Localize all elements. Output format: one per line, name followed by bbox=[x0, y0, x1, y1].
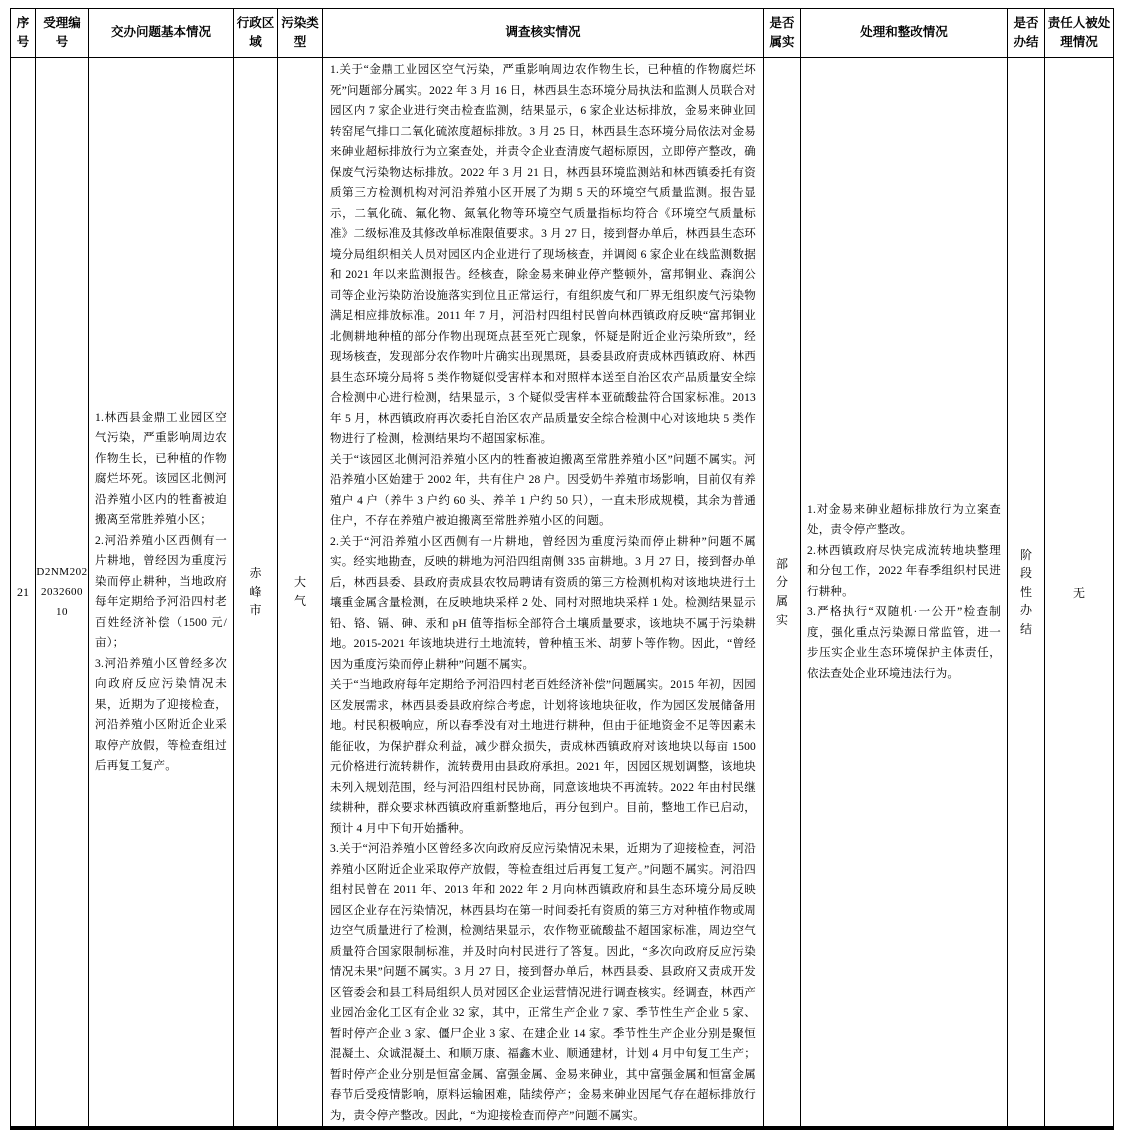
handling-paragraph: 2.林西镇政府尽快完成流转地块整理和分包工作，2022 年春季组织村民进行耕种。 bbox=[807, 544, 1001, 598]
col-header-problem-basic-info: 交办问题基本情况 bbox=[89, 9, 234, 58]
cell-verified bbox=[764, 58, 801, 1129]
table-row bbox=[11, 58, 1114, 1129]
investigation-paragraph: 2.关于“河沿养殖小区西侧有一片耕地，曾经因为重度污染而停止耕种”问题不属实。经实地勘查，反映的耕地为河沿四组南侧 335 亩耕地。3 月 27 日，接到督办单后，林西县委、县政府责成县农牧局聘请有资质的第三方检测机构对该地块进行土壤重金属含量检测，在反映地块采样 2 处、同村对照地块采样 1 处。检测结果显示铅、铬、镉、砷、汞和 pH 值等指标全部符合土壤质量要求，该地块不属于污染耕地。2015-2021 年该地块进行土地流转，曾种植玉米、胡萝卜等作物。因此，“曾经因为重度污染而停止耕种”问题不属实。 bbox=[330, 535, 756, 671]
col-header-acceptance-number: 受理编号 bbox=[36, 9, 89, 58]
col-header-pollution-type: 污染类型 bbox=[278, 9, 323, 58]
col-header-administrative-region: 行政区域 bbox=[234, 9, 278, 58]
problem-paragraph: 3.河沿养殖小区曾经多次向政府反应污染情况未果，近期为了迎接检查，河沿养殖小区附近企业采取停产放假，等检查组过后再复工复产。 bbox=[95, 657, 227, 772]
cell-investigation bbox=[323, 58, 764, 1129]
investigation-paragraph: 关于“当地政府每年定期给予河沿四村老百姓经济补偿”问题属实。2015 年初，因园区发展需求，林西县委县政府综合考虑，计划将该地块征收，作为园区发展储备用地。村民积极响应，所以春季没有对土地进行耕种，但由于征地资金不足等因素未能征收，为保护群众利益，减少群众损失，责成林西镇政府对该地块以每亩 1500 元价格进行流转耕作，流转费用由县政府承担。2021 年，因园区规划调整，该地块未列入规划范围，经与河沿四组村民协商，同意该地块不再流转。2022 年由村民继续耕种，群众要求林西镇政府重新整地后，再分包到户。目前，整地工作已启动，预计 4 月中下旬开始播种。 bbox=[330, 679, 756, 835]
acceptance-number-line: 10 bbox=[56, 606, 68, 618]
cell-serial-number: 21 bbox=[11, 58, 36, 1129]
cell-acceptance-number bbox=[36, 58, 89, 1129]
investigation-paragraph: 关于“该园区北侧河沿养殖小区内的牲畜被迫搬离至常胜养殖小区”问题不属实。河沿养殖小区始建于 2002 年，共有住户 28 户。因受奶牛养殖市场影响，目前仅有养殖户 4 户（养牛 3 户约 60 头、养羊 1 户约 50 只），一直未形成规模，其余为普通住户，不存在养殖户被迫搬离至常胜养殖小区的问题。 bbox=[330, 453, 756, 527]
cell-problem-basic-info bbox=[89, 58, 234, 1129]
cell-handling-rectification bbox=[801, 58, 1008, 1129]
acceptance-number-line: 2032600 bbox=[41, 586, 83, 598]
col-header-case-closed: 是否办结 bbox=[1008, 9, 1045, 58]
investigation-paragraph: 3.关于“河沿养殖小区曾经多次向政府反应污染情况未果，近期为了迎接检查，河沿养殖小区附近企业采取停产放假，等检查组过后再复工复产。”问题不属实。河沿四组村民曾在 2011 年、2013 年和 2022 年 2 月向林西镇政府和县生态环境分局反映园区企业存在污染情况，林西县均在第一时间委托有资质的第三方对种植作物或周边空气质量进行了检测，检测结果显示，农作物亚硫酸盐不超国家标准，周边空气质量符合国家限制标准，并及时向村民进行了答复。因此，“多次向政府反应污染情况未果”问题不属实。3 月 27 日，接到督办单后，林西县委、县政府又责成开发区管委会和县工科局组织人员对园区企业运营情况进行调查核实。经调查，林西产业园冶金化工区有企业 32 家，其中，正常生产企业 7 家、季节性生产企业 5 家、暂时停产企业 3 家、僵尸企业 3 家、在建企业 14 家。季节性生产企业分别是聚恒混凝土、众诚混凝土、和顺万康、福鑫木业、顺通建材，计划 4 月中旬复工生产；暂时停产企业分别是恒富金属、富强金属、金易来砷业，其中富强金属和恒富金属春节后受疫情影响，原料运输困难，陆续停产；金易来砷业因尾气存在超标排放行为，责令停产整改。因此，“为迎接检查而停产”问题不属实。 bbox=[330, 843, 756, 1122]
col-header-investigation: 调查核实情况 bbox=[323, 9, 764, 58]
col-header-serial-number: 序号 bbox=[11, 9, 36, 58]
investigation-paragraph: 1.关于“金鼎工业园区空气污染，严重影响周边农作物生长，已种植的作物腐烂坏死”问题部分属实。2022 年 3 月 16 日，林西县生态环境分局执法和监测人员联合对园区内 7 家企业进行突击检查监测，结果显示，6 家企业达标排放，金易来砷业回转窑尾气排口二氧化硫浓度超标排放。3 月 25 日，林西县生态环境分局依法对金易来砷业超标排放行为立案查处，并责令企业查清废气超标原因，立即停产整改，确保废气污染物达标排放。2022 年 3 月 21 日，林西县环境监测站和林西镇委托有资质第三方检测机构对河沿养殖小区开展了为期 5 天的环境空气质量监测。报告显示，二氧化硫、氟化物、氮氧化物等环境空气质量指标均符合《环境空气质量标准》二级标准及其修改单标准限值要求。3 月 27 日，接到督办单后，林西县生态环境分局组织相关人员对园区内企业进行了现场核查，并调阅 6 家企业在线监测数据和 2021 年以来监测报告。经核查，除金易来砷业停产整顿外，富邦铜业、森润公司等企业污染防治设施落实到位且正常运行，有组织废气和厂界无组织废气污染物满足相应排放标准。2011 年 7 月，河沿村四组村民曾向林西镇政府反映“富邦铜业北侧耕地种植的部分作物出现斑点甚至死亡现象，怀疑是附近企业污染所致”，经现场核查，发现部分农作物叶片确实出现黑斑，县委县政府责成林西镇政府、林西县生态环境分局将 5 类作物疑似受害样本和对照样本送至自治区农产品质量安全综合检测中心进行检测，结果显示，3 个疑似受害样本亚硫酸盐符合国家标准。2013 年 5 月，林西镇政府再次委托自治区农产品质量安全综合检测中心对该地块 5 类作物进行了检测，检测结果均不超国家标准。 bbox=[330, 64, 756, 445]
complaint-report-table bbox=[10, 8, 1114, 1130]
verified-vertical-text: 部分属实 bbox=[775, 556, 788, 627]
problem-paragraph: 1.林西县金鼎工业园区空气污染，严重影响周边农作物生长，已种植的作物腐烂坏死。该园区北侧河沿养殖小区内的牲畜被迫搬离至常胜养殖小区； bbox=[95, 411, 227, 526]
cell-pollution-type bbox=[278, 58, 323, 1129]
cell-responsible-person: 无 bbox=[1045, 58, 1114, 1129]
header-row bbox=[11, 9, 1114, 58]
cell-administrative-region bbox=[234, 58, 278, 1129]
case-closed-vertical-text: 阶段性办结 bbox=[1019, 547, 1032, 636]
problem-paragraph: 2.河沿养殖小区西侧有一片耕地，曾经因为重度污染而停止耕种，当地政府每年定期给予河沿四村老百姓经济补偿（1500 元/亩）； bbox=[95, 534, 227, 649]
cell-case-closed bbox=[1008, 58, 1045, 1129]
pollution-type-vertical-text: 大气 bbox=[293, 575, 306, 608]
handling-paragraph: 1.对金易来砷业超标排放行为立案查处，责令停产整改。 bbox=[807, 503, 1001, 537]
col-header-handling-rectification: 处理和整改情况 bbox=[801, 9, 1008, 58]
col-header-responsible-person: 责任人被处理情况 bbox=[1045, 9, 1114, 58]
handling-paragraph: 3.严格执行“双随机·一公开”检查制度，强化重点污染源日常监管，进一步压实企业生态环境保护主体责任，依法查处企业环境违法行为。 bbox=[807, 606, 1001, 680]
col-header-verified: 是否属实 bbox=[764, 9, 801, 58]
region-vertical-text: 赤峰市 bbox=[249, 566, 262, 618]
acceptance-number-line: D2NM202 bbox=[36, 566, 88, 578]
